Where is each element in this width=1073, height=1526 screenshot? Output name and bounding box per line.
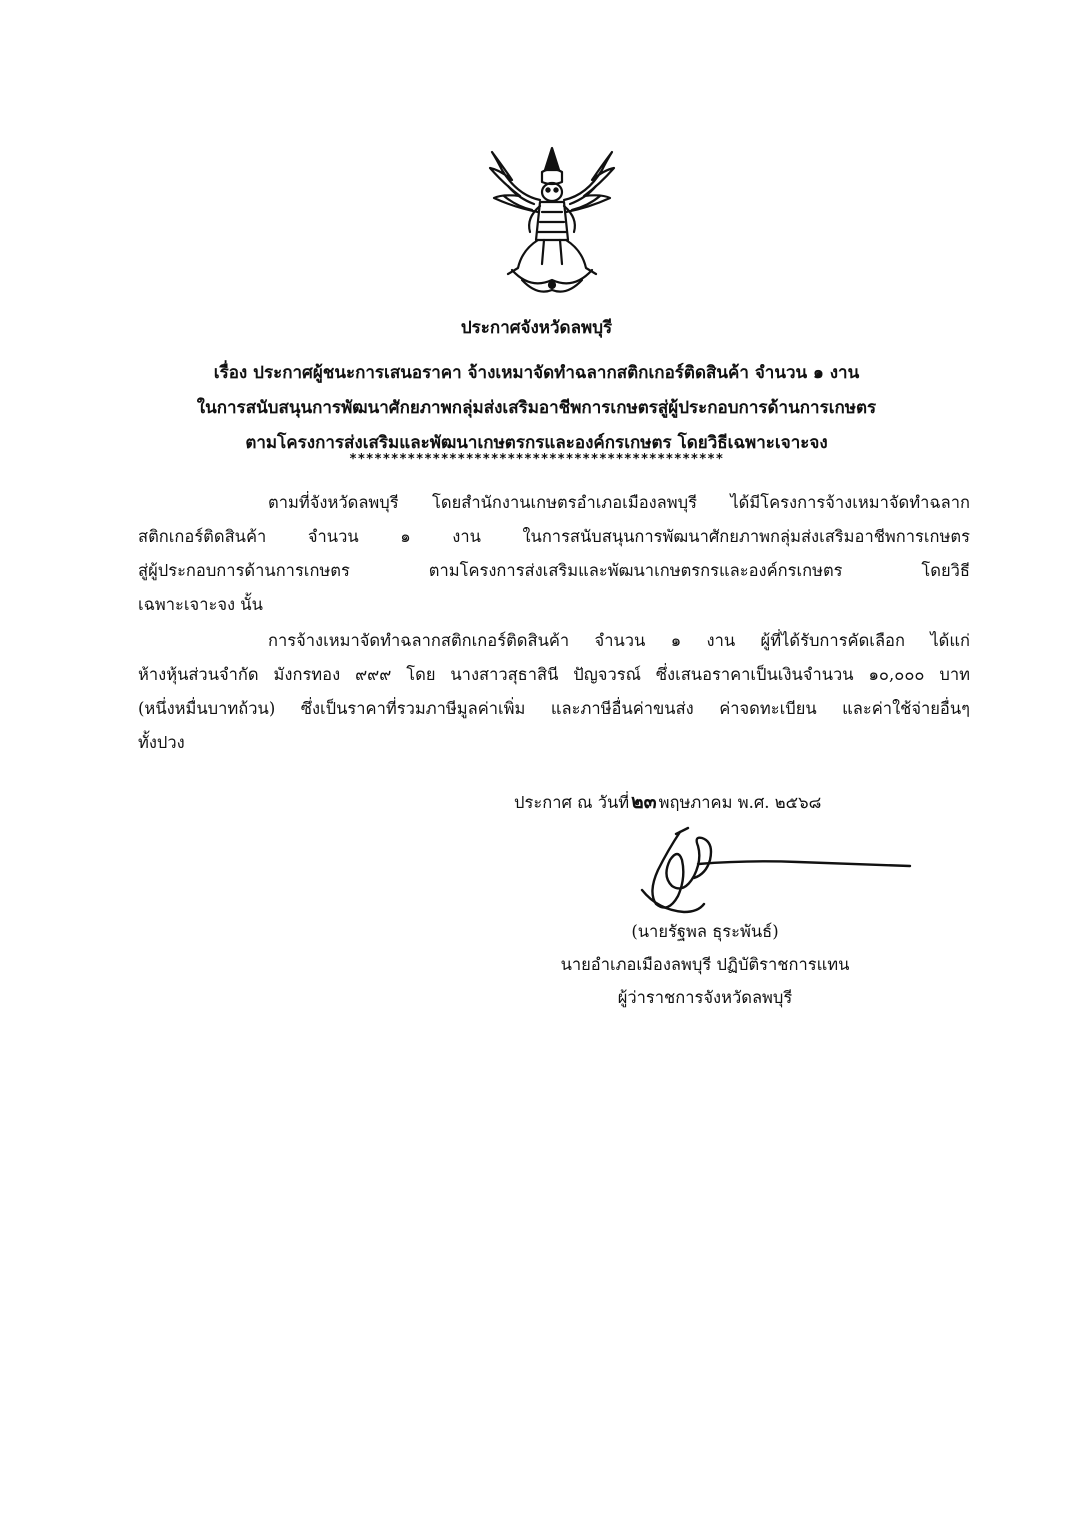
date-day: ๒๓ xyxy=(631,791,657,813)
announcement-subject xyxy=(0,356,1073,461)
paragraph-line: ห้างหุ้นส่วนจำกัด มังกรทอง ๙๙๙ โดย นางสาวสุธาสินี ปัญจวรณ์ ซึ่งเสนอราคาเป็นเงินจำนวน ๑๐,๐๐๐ บาท xyxy=(138,665,970,684)
separator-stars: ********************************************* xyxy=(349,452,724,467)
garuda-emblem-icon xyxy=(482,140,622,300)
subject-line: ตามโครงการส่งเสริมและพัฒนาเกษตรกรและองค์กรเกษตร โดยวิธีเฉพาะเจาะจง xyxy=(245,433,828,453)
paragraph-line: การจ้างเหมาจัดทำฉลากสติกเกอร์ติดสินค้า จำนวน ๑ งาน ผู้ที่ได้รับการคัดเลือก ได้แก่ xyxy=(268,631,970,650)
date-prefix: ประกาศ ณ วันที่ xyxy=(514,793,630,812)
subject-line: ในการสนับสนุนการพัฒนาศักยภาพกลุ่มส่งเสริมอาชีพการเกษตรสู่ผู้ประกอบการด้านการเกษตร xyxy=(196,398,877,418)
announcement-date xyxy=(514,787,821,817)
paragraph-background xyxy=(138,486,970,622)
date-suffix: พฤษภาคม พ.ศ. ๒๕๖๘ xyxy=(658,793,822,812)
paragraph-line: สู่ผู้ประกอบการด้านการเกษตร ตามโครงการส่งเสริมและพัฒนาเกษตรกรและองค์กรเกษตร โดยวิธี xyxy=(138,561,970,580)
paragraph-winner xyxy=(138,624,970,760)
paragraph-line: ตามที่จังหวัดลพบุรี โดยสำนักงานเกษตรอำเภอเมืองลพบุรี ได้มีโครงการจ้างเหมาจัดทำฉลาก xyxy=(268,493,970,512)
signer-name: (นายรัฐพล ธุระพันธ์) xyxy=(631,922,779,941)
paragraph-line: (หนึ่งหมื่นบาทถ้วน) ซึ่งเป็นราคาที่รวมภาษีมูลค่าเพิ่ม และภาษีอื่นค่าขนส่ง ค่าจดทะเบียน และค่าใช้จ่ายอื่นๆ xyxy=(138,699,970,718)
paragraph-line: สติกเกอร์ติดสินค้า จำนวน ๑ งาน ในการสนับสนุนการพัฒนาศักยภาพกลุ่มส่งเสริมอาชีพการเกษตร xyxy=(138,527,970,546)
subject-line: เรื่อง ประกาศผู้ชนะการเสนอราคา จ้างเหมาจัดทำฉลากสติกเกอร์ติดสินค้า จำนวน ๑ งาน xyxy=(213,363,860,383)
signer-position: นายอำเภอเมืองลพบุรี ปฏิบัติราชการแทน xyxy=(560,955,850,974)
paragraph-line: ทั้งปวง xyxy=(138,733,185,752)
announcement-title: ประกาศจังหวัดลพบุรี xyxy=(460,318,613,338)
paragraph-line: เฉพาะเจาะจง นั้น xyxy=(138,595,263,614)
signer-position: ผู้ว่าราชการจังหวัดลพบุรี xyxy=(617,988,793,1007)
handwritten-signature xyxy=(628,820,918,920)
